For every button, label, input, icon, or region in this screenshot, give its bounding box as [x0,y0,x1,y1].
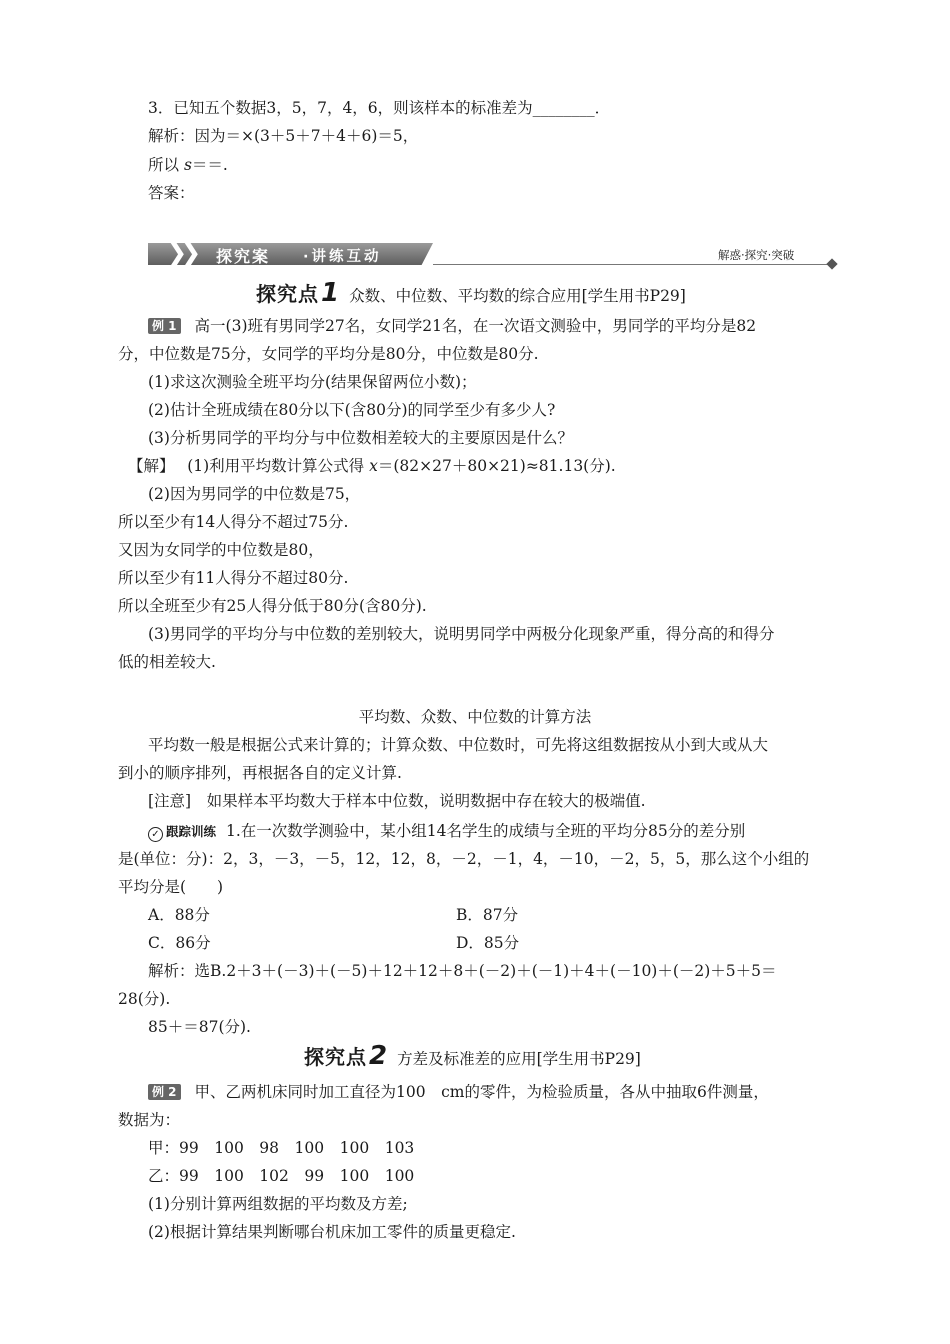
problem-3-text: 3．已知五个数据3，5，7，4，6，则该样本的标准差为________． [148,99,611,117]
example-2-line: 例 2 甲、乙两机床同时加工直径为100 cm的零件，为检验质量，各从中抽取6件测量， [148,1082,868,1102]
banner-subtitle: ·讲练互动 [303,249,382,265]
diamond-icon [826,258,837,269]
example-1-line: 例 1 高一(3)班有男同学27名，女同学21名，在一次语文测验中，男同学的平均分是82 [148,316,868,336]
banner-title: 探究案 [216,247,271,266]
example-2-data-b: 乙：99 100 102 99 100 100 [148,1167,415,1185]
option-b: B．87分 [456,906,519,924]
practice-1-analysis: 85＋＝87(分). [148,1018,251,1036]
practice-1-line: 是(单位：分)：2，3，－3，－5，12，12，8，－2，－1，4，－10，－2，5，5，那么这个小组的 [118,850,810,868]
solution-1-line: 所以至少有11人得分不超过80分. [118,569,349,587]
practice-1-analysis: 解析：选B.2＋3＋(－3)＋(－5)＋12＋12＋8＋(－2)＋(－1)＋4＋(－10)＋(－2)＋5＋5＝ [148,962,777,980]
chevron-icon: ❯ [182,240,201,266]
method-line: 平均数一般是根据公式来计算的；计算众数、中位数时，可先将这组数据按从小到大或从大 [148,736,769,754]
method-title: 平均数、众数、中位数的计算方法 [358,708,592,726]
practice-tag: ✓ 跟踪训练 [148,822,216,842]
practice-1-analysis: 28(分). [118,990,171,1008]
section-1-heading: 探究点1 众数、中位数、平均数的综合应用[学生用书P29] [256,278,686,308]
practice-1-line: 平均分是( ) [118,878,224,896]
banner-right-text: 解惑·探究·突破 [718,248,795,262]
banner-rule [433,264,831,265]
solution-1-line: 所以全班至少有25人得分低于80分(含80分). [118,597,427,615]
chevron-icon: ❯ [168,240,187,266]
problem-3-result: 所以 s＝＝. [148,156,228,174]
solution-1-line: 【解】 (1)利用平均数计算公式得 x＝(82×27＋80×21)≈81.13(分). [128,457,616,475]
method-line: 到小的顺序排列，再根据各自的定义计算. [118,764,402,782]
practice-1-line: ✓ 跟踪训练 1.在一次数学测验中，某小组14名学生的成绩与全班的平均分85分的差分别 [148,821,868,842]
option-a: A．88分 [148,906,210,924]
example-2-question: (2)根据计算结果判断哪台机床加工零件的质量更稳定. [148,1223,516,1241]
problem-3-analysis: 解析：因为＝×(3＋5＋7＋4＋6)＝5， [148,127,419,145]
example-2-question: (1)分别计算两组数据的平均数及方差; [148,1195,408,1213]
example-1-question: (1)求这次测验全班平均分(结果保留两位小数)； [148,373,477,391]
solution-1-line: 又因为女同学的中位数是80， [118,541,324,559]
solution-1-line: (3)男同学的平均分与中位数的差别较大，说明男同学中两极分化现象严重，得分高的和得分 [148,625,775,643]
example-1-question: (2)估计全班成绩在80分以下(含80分)的同学至少有多少人? [148,401,556,419]
example-1-tag: 例 1 [148,318,181,334]
example-2-data-a: 甲：99 100 98 100 100 103 [148,1139,415,1157]
example-1-line: 分，中位数是75分，女同学的平均分是80分，中位数是80分. [118,345,539,363]
solution-1-line: (2)因为男同学的中位数是75， [148,485,361,503]
option-d: D．85分 [456,934,520,952]
s-variable: s [183,156,192,174]
solution-1-line: 低的相差较大. [118,653,216,671]
solution-tag: 【解】 [128,457,167,475]
example-2-line: 数据为： [118,1111,181,1129]
section-2-heading: 探究点2 方差及标准差的应用[学生用书P29] [304,1041,641,1071]
example-2-tag: 例 2 [148,1084,181,1100]
solution-1-line: 所以至少有14人得分不超过75分. [118,513,349,531]
option-c: C．86分 [148,934,211,952]
example-1-question: (3)分析男同学的平均分与中位数相差较大的主要原因是什么？ [148,429,573,447]
problem-3-answer: 答案： [148,184,195,202]
check-icon: ✓ [148,827,163,842]
method-note: [注意] 如果样本平均数大于样本中位数，说明数据中存在较大的极端值. [148,792,646,810]
section-banner [148,238,840,268]
